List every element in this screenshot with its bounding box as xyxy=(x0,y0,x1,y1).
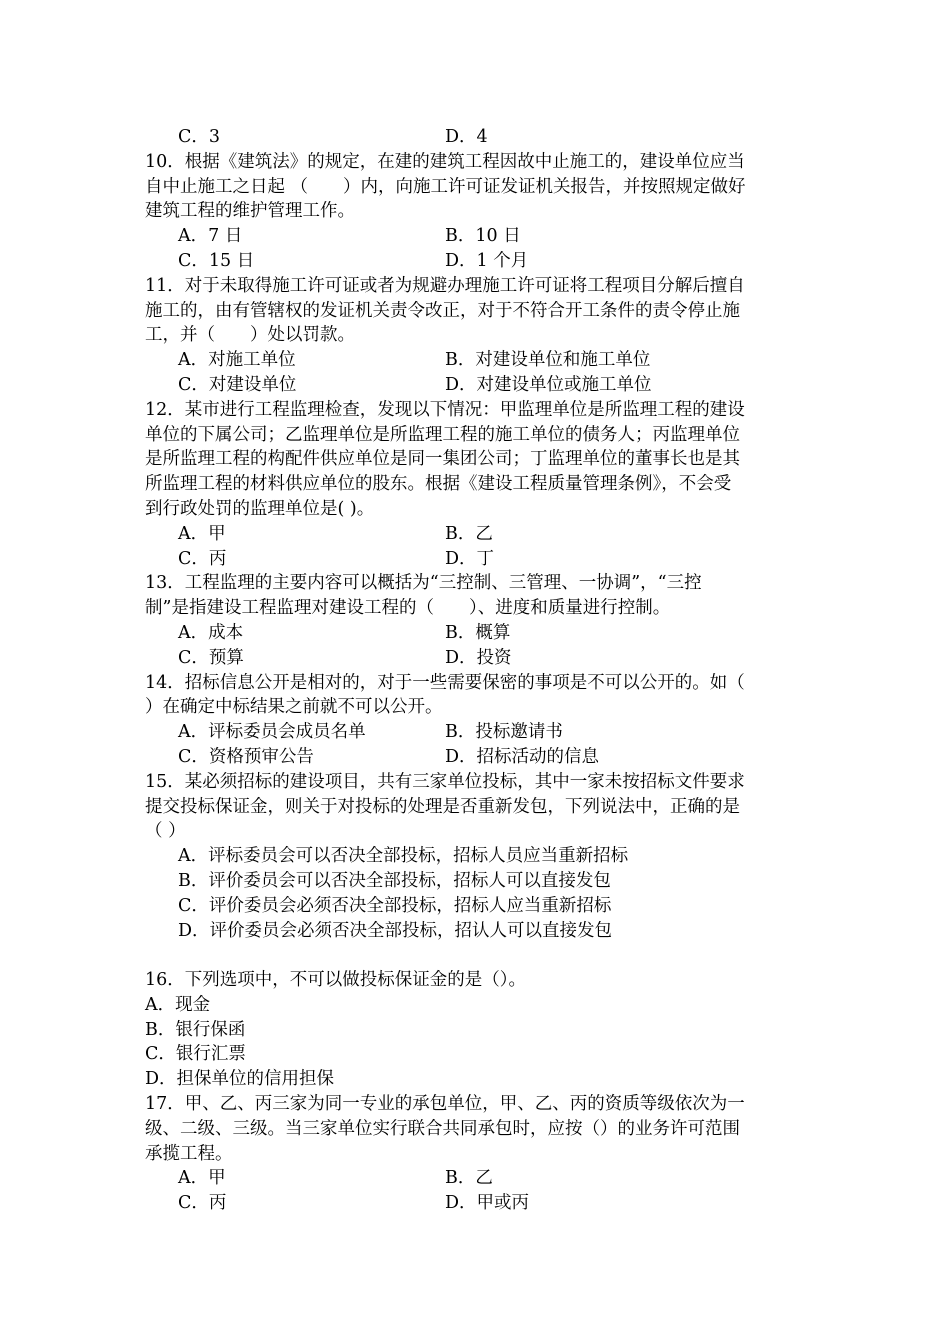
q12-option-b: B．乙 xyxy=(445,523,493,544)
question-11 xyxy=(145,274,805,348)
q16-option-b: B．银行保函 xyxy=(145,1019,246,1040)
q15-option-b: B．评价委员会可以否决全部投标，招标人可以直接发包 xyxy=(178,870,611,891)
q14-option-c: C．资格预审公告 xyxy=(178,746,314,767)
q11-option-b: B．对建设单位和施工单位 xyxy=(445,350,651,371)
q16-option-a: A．现金 xyxy=(145,994,211,1015)
q17-option-b: B．乙 xyxy=(445,1168,493,1189)
q15-option-d: D．评价委员会必须否决全部投标，招认人可以直接发包 xyxy=(178,920,613,941)
q15-option-c: C．评价委员会必须否决全部投标，招标人应当重新招标 xyxy=(178,895,612,916)
q17-text-line: 17．甲、乙、丙三家为同一专业的承包单位，甲、乙、丙的资质等级依次为一 xyxy=(145,1094,745,1115)
q12-option-d: D．丁 xyxy=(445,548,495,569)
q12-text-line: 所监理工程的材料供应单位的股东。根据《建设工程质量管理条例》，不会受 xyxy=(145,474,732,495)
q11-option-a: A．对施工单位 xyxy=(178,350,296,371)
question-10 xyxy=(145,150,805,224)
q13-text-line: 13．工程监理的主要内容可以概括为“三控制、三管理、一协调”，“三控 xyxy=(145,573,702,594)
q12-text-line: 是所监理工程的构配件供应单位是同一集团公司；丁监理单位的董事长也是其 xyxy=(145,449,740,470)
q10-options-row-1 xyxy=(145,224,805,249)
q11-text-line: 施工的，由有管辖权的发证机关责令改正，对于不符合开工条件的责令停止施 xyxy=(145,300,740,321)
q11-text-line: 工，并（ ）处以罚款。 xyxy=(145,325,355,346)
exam-questions xyxy=(145,125,805,1216)
q12-option-c: C．丙 xyxy=(178,548,227,569)
q14-option-d: D．招标活动的信息 xyxy=(445,746,600,767)
q14-options-row-2 xyxy=(145,745,805,770)
q9-option-c: C．3 xyxy=(178,127,221,147)
q15-text-line: 15．某必须招标的建设项目，共有三家单位投标，其中一家未按招标文件要求 xyxy=(145,771,745,792)
q10-option-b: B．10 日 xyxy=(445,226,521,247)
question-17 xyxy=(145,1092,805,1166)
q16-option-d: D．担保单位的信用担保 xyxy=(145,1069,335,1090)
q10-option-d: D．1 个月 xyxy=(445,250,529,271)
q12-options-row-2 xyxy=(145,547,805,572)
q10-options-row-2 xyxy=(145,249,805,274)
q10-text-line: 10．根据《建筑法》的规定，在建的建筑工程因故中止施工的，建设单位应当 xyxy=(145,151,745,172)
q11-option-d: D．对建设单位或施工单位 xyxy=(445,374,652,395)
q17-text-line: 级、二级、三级。当三家单位实行联合共同承包时，应按（）的业务许可范围 xyxy=(145,1118,740,1139)
q17-option-d: D．甲或丙 xyxy=(445,1193,530,1214)
q17-options-row-1 xyxy=(145,1166,805,1191)
q14-options-row-1 xyxy=(145,720,805,745)
q12-option-a: A．甲 xyxy=(178,523,226,544)
q17-option-a: A．甲 xyxy=(178,1168,226,1189)
blank-line xyxy=(145,943,805,968)
q17-option-c: C．丙 xyxy=(178,1193,227,1214)
q9-options-row xyxy=(145,125,805,150)
q13-options-row-1 xyxy=(145,621,805,646)
question-13 xyxy=(145,571,805,621)
q12-text-line: 单位的下属公司；乙监理单位是所监理工程的施工单位的债务人；丙监理单位 xyxy=(145,424,740,445)
q9-option-d: D．4 xyxy=(445,127,488,147)
q12-text-line: 12．某市进行工程监理检查，发现以下情况：甲监理单位是所监理工程的建设 xyxy=(145,399,745,420)
q14-option-a: A．评标委员会成员名单 xyxy=(178,722,366,743)
q10-option-a: A．7 日 xyxy=(178,226,243,247)
q12-options-row-1 xyxy=(145,522,805,547)
q14-text-line: ）在确定中标结果之前就不可以公开。 xyxy=(145,697,443,718)
q11-options-row-2 xyxy=(145,373,805,398)
q13-options-row-2 xyxy=(145,646,805,671)
q13-option-b: B．概算 xyxy=(445,622,511,643)
q12-text-line: 到行政处罚的监理单位是( )。 xyxy=(145,498,375,519)
q15-option-a: A．评标委员会可以否决全部投标，招标人员应当重新招标 xyxy=(178,846,629,867)
q11-options-row-1 xyxy=(145,348,805,373)
q17-text-line: 承揽工程。 xyxy=(145,1143,233,1164)
q13-option-d: D．投资 xyxy=(445,647,512,668)
q14-option-b: B．投标邀请书 xyxy=(445,722,563,743)
question-14 xyxy=(145,671,805,721)
q14-text-line: 14．招标信息公开是相对的，对于一些需要保密的事项是不可以公开的。如（ xyxy=(145,672,745,693)
q16-option-c: C．银行汇票 xyxy=(145,1044,246,1065)
q11-text-line: 11．对于未取得施工许可证或者为规避办理施工许可证将工程项目分解后擅自 xyxy=(145,275,745,296)
q15-text-line: （ ） xyxy=(145,821,186,842)
q13-text-line: 制”是指建设工程监理对建设工程的（ ）、进度和质量进行控制。 xyxy=(145,598,671,619)
q13-option-a: A．成本 xyxy=(178,622,244,643)
q10-text-line: 建筑工程的维护管理工作。 xyxy=(145,201,355,222)
q10-text-line: 自中止施工之日起 （ ）内，向施工许可证发证机关报告，并按照规定做好 xyxy=(145,176,746,197)
question-15 xyxy=(145,770,805,844)
q17-options-row-2 xyxy=(145,1191,805,1216)
q16-text-line: 16．下列选项中，不可以做投标保证金的是（）。 xyxy=(145,970,527,991)
question-12 xyxy=(145,398,805,522)
question-16 xyxy=(145,968,805,993)
q10-option-c: C．15 日 xyxy=(178,250,255,271)
q13-option-c: C．预算 xyxy=(178,647,244,668)
q11-option-c: C．对建设单位 xyxy=(178,374,297,395)
q15-text-line: 提交投标保证金，则关于对投标的处理是否重新发包，下列说法中，正确的是 xyxy=(145,796,740,817)
